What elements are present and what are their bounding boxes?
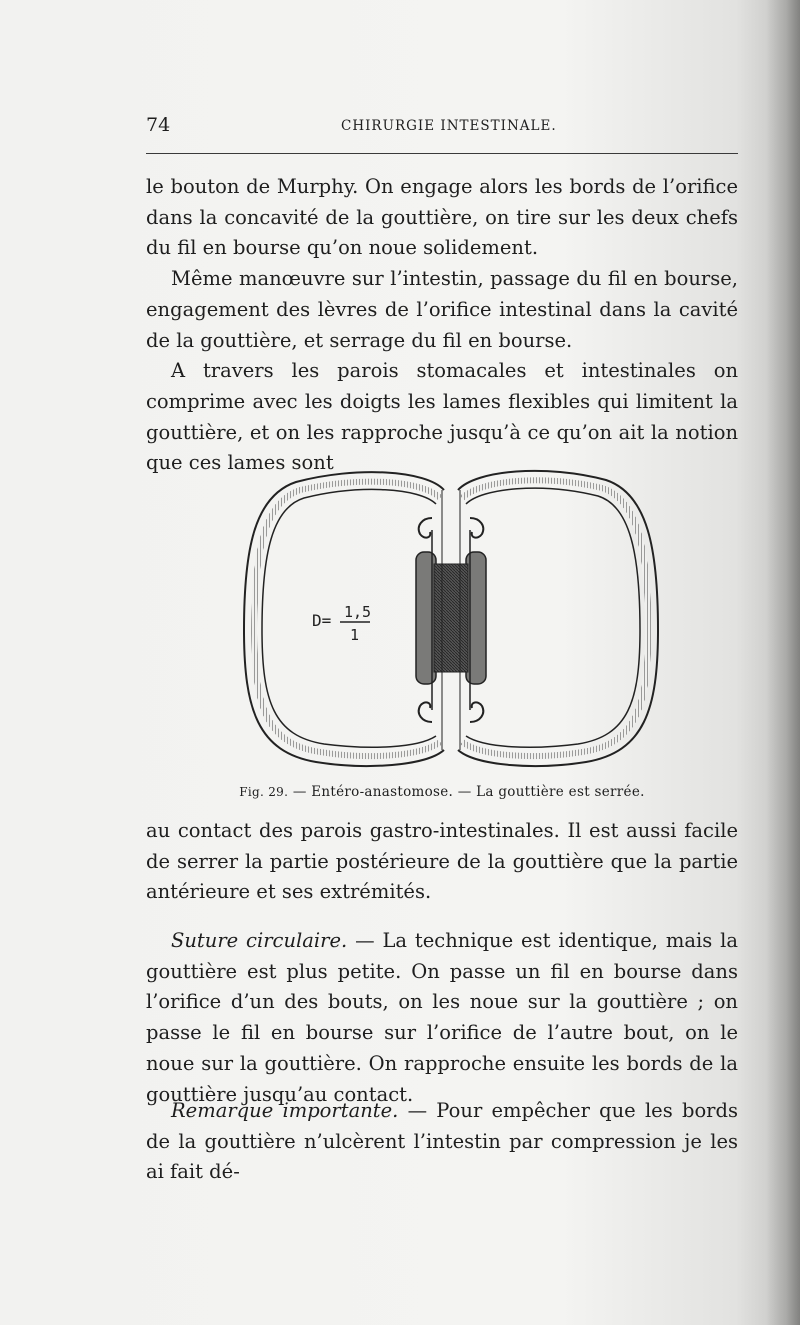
text-block-suture — [146, 926, 738, 1110]
remarque-paragraph — [146, 1096, 738, 1188]
page-number: 74 — [146, 114, 171, 136]
running-head — [146, 114, 736, 138]
diameter-numerator: 1,5 — [344, 603, 372, 621]
page-edge-shadow — [766, 0, 800, 1325]
text-block-top — [146, 172, 738, 479]
figure-caption — [146, 784, 738, 800]
header-rule — [146, 153, 738, 154]
figure-number: Fig. 29. — [239, 785, 289, 799]
diameter-label — [312, 603, 371, 644]
suture-text: — La technique est identique, mais la gouttière est plus petite. On passe un fil en bourse dans l’orifice d’un des bouts, on les noue sur la gouttière ; on passe le fil en bourse sur l’orifice de l’autre bout, on le noue sur la gouttière. On rapproche ensuite les bords de la gouttière jusqu’au contact. — [146, 929, 738, 1106]
text-block-continuation — [146, 816, 738, 908]
figure-29 — [236, 460, 666, 780]
paragraph-3: A travers les parois stomacales et intestinales on comprime avec les doigts les lames flexibles qui limitent la gouttière, et on les rapproche jusqu’à ce qu’on ait la notion que ces lames sont — [146, 359, 738, 475]
diameter-symbol: D= — [312, 611, 332, 630]
entero-anastomosis-illustration — [236, 460, 666, 780]
running-title: CHIRURGIE INTESTINALE. — [341, 118, 557, 134]
right-organ-loop — [458, 471, 658, 766]
gutter-device — [416, 490, 486, 750]
continuation-paragraph: au contact des parois gastro-intestinales. Il est aussi facile de serrer la partie postérieure de la gouttière que la partie antérieure et ses extrémités. — [146, 819, 738, 904]
figure-caption-text: — Entéro-anastomose. — La gouttière est serrée. — [292, 784, 645, 800]
text-block-remarque — [146, 1096, 738, 1188]
paragraph-1: le bouton de Murphy. On engage alors les bords de l’orifice dans la concavité de la gouttière, on tire sur les deux chefs du fil en bourse qu’on noue solidement. — [146, 175, 738, 260]
remarque-heading: Remarque importante. — [171, 1099, 399, 1122]
paragraph-2: Même manœuvre sur l’intestin, passage du fil en bourse, engagement des lèvres de l’orifice intestinal dans la cavité de la gouttière, et serrage du fil en bourse. — [146, 267, 738, 352]
suture-heading: Suture circulaire. — [171, 929, 348, 952]
diameter-denominator: 1 — [350, 626, 360, 644]
suture-paragraph — [146, 926, 738, 1110]
remarque-text: — Pour empêcher que les bords de la gouttière n’ulcèrent l’intestin par compression je les ai fait dé- — [146, 1099, 738, 1184]
